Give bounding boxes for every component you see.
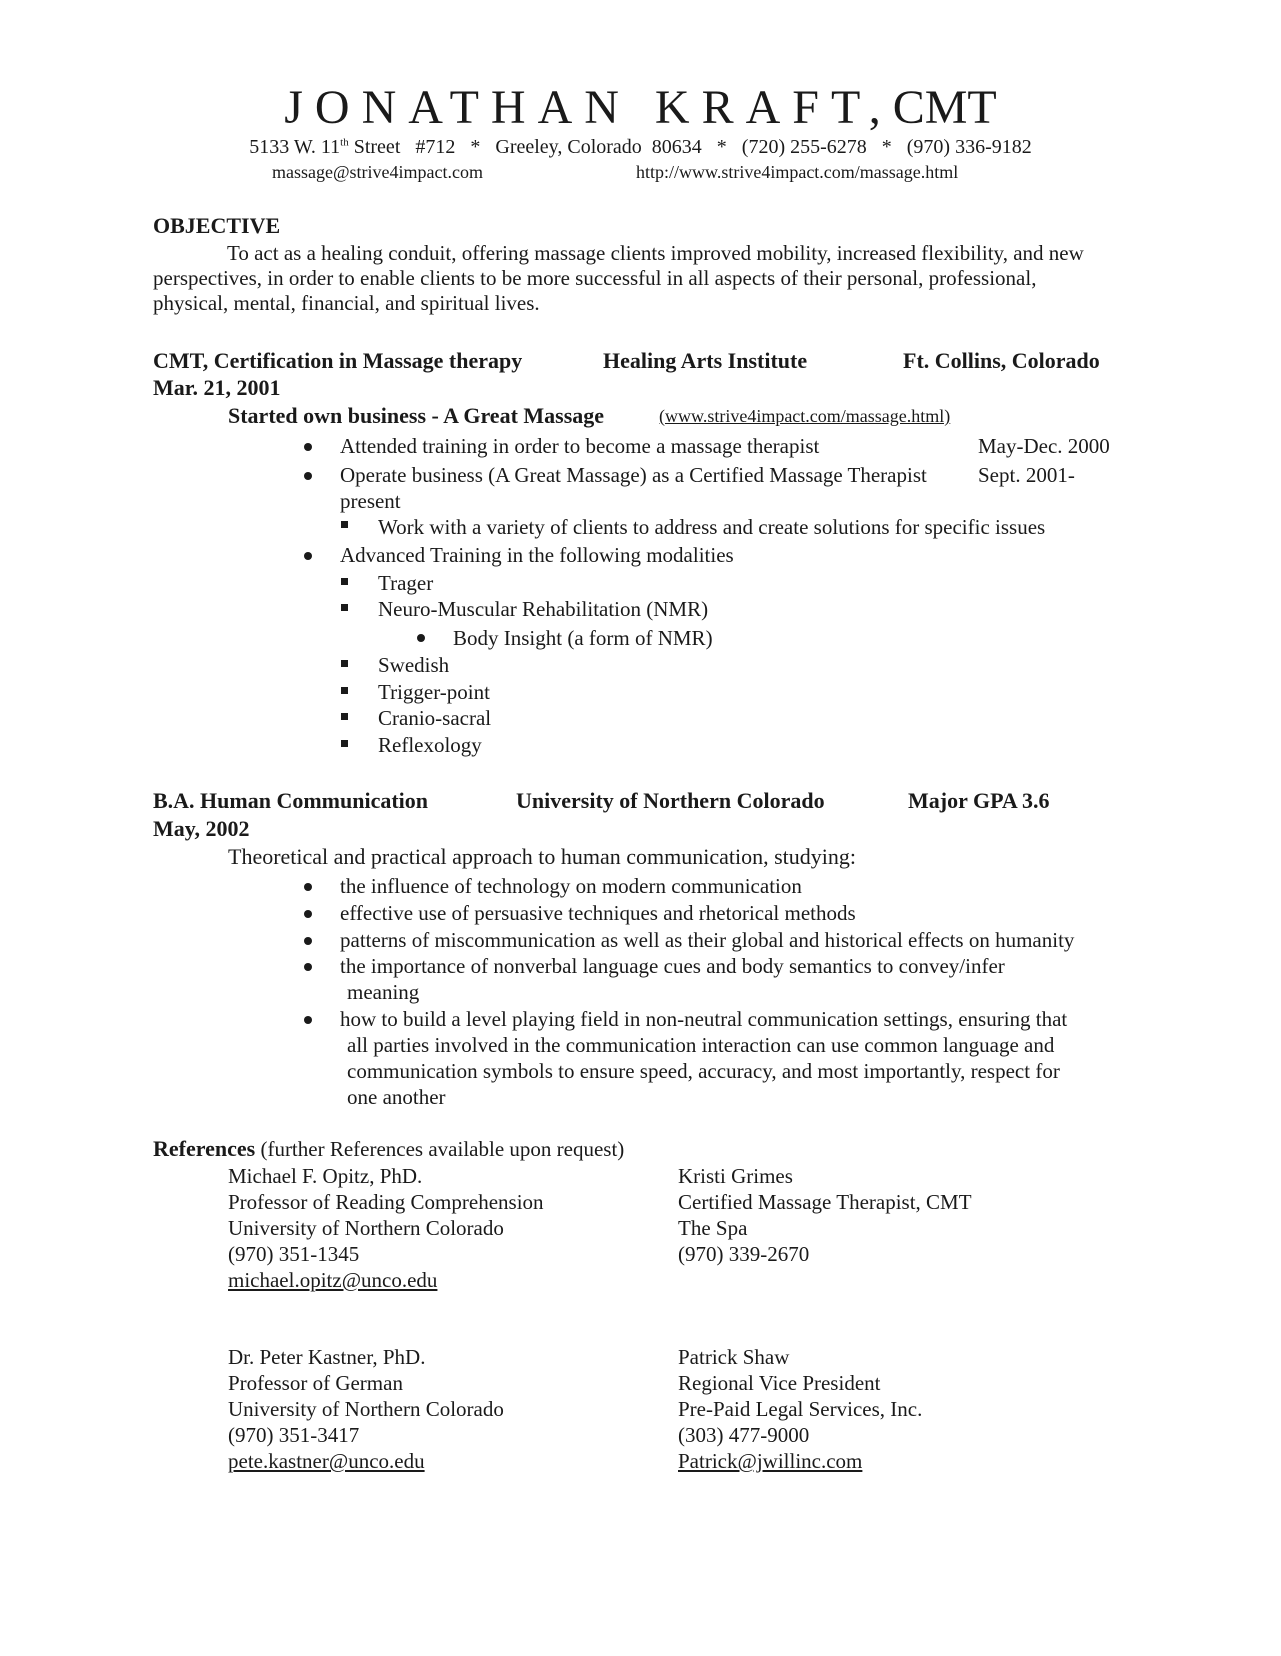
bullet-icon (304, 1016, 312, 1024)
address-street: 5133 W. 11 (249, 136, 341, 158)
ref-2-phone: (970) 339-2670 (678, 1242, 810, 1266)
ref-1-phone: (970) 351-1345 (228, 1242, 360, 1266)
ref-3-title: Professor of German (228, 1371, 403, 1395)
references-header (153, 1138, 624, 1160)
cmt-item-4: Advanced Training in the following modalities (340, 543, 734, 567)
address-rest: Street #712 * Greeley, Colorado 80634 * (720) 255-6278 * (970) 336-9182 (348, 136, 1032, 158)
bullet-icon (304, 963, 312, 971)
modality-trager: Trager (378, 571, 434, 595)
square-bullet-icon (341, 604, 348, 611)
square-bullet-icon (341, 740, 348, 747)
cmt-date: Mar. 21, 2001 (153, 375, 281, 400)
business-heading: Started own business - A Great Massage (228, 403, 605, 428)
ba-item-1: the influence of technology on modern communication (340, 874, 802, 898)
references-heading: References (153, 1136, 256, 1161)
cmt-title: CMT, Certification in Massage therapy (153, 348, 523, 373)
cmt-item-3: Work with a variety of clients to address and create solutions for specific issues (378, 515, 1046, 539)
ba-item-4-cont: meaning (347, 980, 420, 1004)
square-bullet-icon (341, 521, 348, 528)
bullet-icon (304, 883, 312, 891)
ref-1-email-link[interactable]: michael.opitz@unco.edu (228, 1268, 438, 1292)
email-link[interactable]: massage@strive4impact.com (272, 162, 484, 182)
bullet-icon (304, 552, 312, 560)
objective-line-3: physical, mental, financial, and spiritual lives. (153, 291, 540, 315)
objective-line-1: To act as a healing conduit, offering massage clients improved mobility, increased flexibility, and new (227, 241, 1084, 265)
ref-3-org: University of Northern Colorado (228, 1397, 504, 1421)
ref-2-name: Kristi Grimes (678, 1164, 793, 1188)
address-sup: th (340, 136, 349, 149)
ba-item-5: how to build a level playing field in non-neutral communication settings, ensuring that (340, 1007, 1068, 1031)
ref-2-org: The Spa (678, 1216, 748, 1240)
ba-date: May, 2002 (153, 816, 250, 841)
modality-cranio-sacral: Cranio-sacral (378, 706, 492, 730)
ba-item-3: patterns of miscommunication as well as their global and historical effects on humanity (340, 928, 1075, 952)
ref-4-org: Pre-Paid Legal Services, Inc. (678, 1397, 923, 1421)
modality-nmr-sub: Body Insight (a form of NMR) (453, 626, 713, 650)
cmt-item-1: Attended training in order to become a massage therapist (340, 434, 820, 458)
ref-3-email-link[interactable]: pete.kastner@unco.edu (228, 1449, 425, 1473)
ba-item-4: the importance of nonverbal language cues and body semantics to convey/infer (340, 954, 1005, 978)
bullet-icon (304, 910, 312, 918)
square-bullet-icon (341, 713, 348, 720)
bullet-icon (304, 443, 312, 451)
website-link[interactable]: http://www.strive4impact.com/massage.html (636, 162, 959, 182)
ref-3-phone: (970) 351-3417 (228, 1423, 360, 1447)
bullet-icon (304, 937, 312, 945)
ref-4-name: Patrick Shaw (678, 1345, 790, 1369)
modality-swedish: Swedish (378, 653, 450, 677)
ref-4-email-link[interactable]: Patrick@jwillinc.com (678, 1449, 863, 1473)
business-link[interactable]: (www.strive4impact.com/massage.html) (659, 406, 951, 426)
modality-reflexology: Reflexology (378, 733, 482, 757)
cmt-item-2-date: Sept. 2001- (978, 463, 1075, 487)
ba-school: University of Northern Colorado (516, 788, 825, 813)
square-bullet-icon (341, 578, 348, 585)
address-line (0, 137, 1281, 157)
name-text: JONATHAN KRAFT, (284, 81, 893, 134)
cmt-item-2-cont: present (340, 489, 401, 513)
cmt-item-1-date: May-Dec. 2000 (978, 434, 1110, 458)
cmt-school: Healing Arts Institute (603, 348, 808, 373)
ref-3-name: Dr. Peter Kastner, PhD. (228, 1345, 426, 1369)
square-bullet-icon (341, 687, 348, 694)
ref-1-org: University of Northern Colorado (228, 1216, 504, 1240)
ref-4-phone: (303) 477-9000 (678, 1423, 810, 1447)
bullet-icon (417, 634, 425, 642)
objective-heading: OBJECTIVE (153, 213, 281, 238)
ref-4-title: Regional Vice President (678, 1371, 881, 1395)
objective-line-2: perspectives, in order to enable clients to be more successful in all aspects of their personal, professional, (153, 266, 1037, 290)
modality-nmr: Neuro-Muscular Rehabilitation (NMR) (378, 597, 709, 621)
ref-1-name: Michael F. Opitz, PhD. (228, 1164, 423, 1188)
ba-title: B.A. Human Communication (153, 788, 429, 813)
ref-1-title: Professor of Reading Comprehension (228, 1190, 544, 1214)
cmt-item-2: Operate business (A Great Massage) as a Certified Massage Therapist (340, 463, 927, 487)
ba-gpa: Major GPA 3.6 (908, 788, 1050, 813)
ba-item-5-cont-1: all parties involved in the communication interaction can use common language and (347, 1033, 1055, 1057)
references-note: (further References available upon request) (255, 1137, 625, 1161)
cmt-location: Ft. Collins, Colorado (903, 348, 1100, 373)
ref-2-title: Certified Massage Therapist, CMT (678, 1190, 972, 1214)
ba-item-5-cont-3: one another (347, 1085, 446, 1109)
ba-intro: Theoretical and practical approach to human communication, studying: (228, 844, 857, 869)
resume-name (0, 81, 1281, 134)
credential-text: CMT (892, 81, 997, 134)
bullet-icon (304, 472, 312, 480)
square-bullet-icon (341, 660, 348, 667)
modality-trigger-point: Trigger-point (378, 680, 490, 704)
ba-item-5-cont-2: communication symbols to ensure speed, accuracy, and most importantly, respect for (347, 1059, 1060, 1083)
ba-item-2: effective use of persuasive techniques and rhetorical methods (340, 901, 856, 925)
